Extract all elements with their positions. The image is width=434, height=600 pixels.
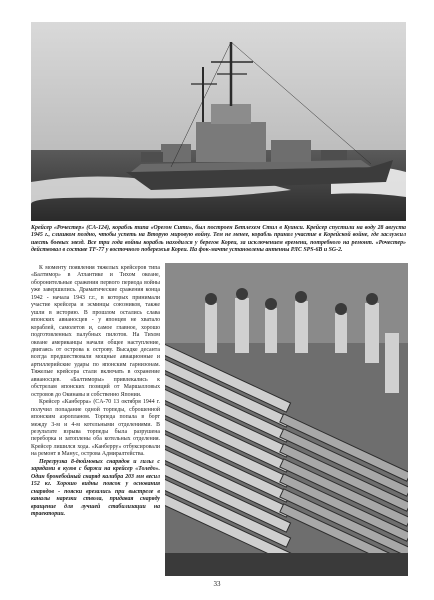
body-paragraph-1: К моменту появления тяжелых крейсеров типа «Балтимор» в Атлантике и Тихом океане, оборонительные сражения первого периода войны уже завершились. Драматические сражения конца 1942 - начала 1943 г.г., в которых принимали участие крейсера и эсминцы союзников, также ушли в историю. В прошлом остались слава японских авианосцев - у японцев не хватало кораблей, самолетов и, самое главное, хорошо подготовленных палубных пилотов. На Тихом океане американцы начали общее наступление, двигаясь от острова к острову. Высадке десанта всегда предшествовали мощные авиационные и артиллерийские удары по японским гарнизонам. Тяжелые крейсера стали включать в охранение авианосцев. «Балтиморы» привлекались к обстрелам японских позиций от Маршалловых островов до Окинавы и собственно Японии. <box>31 265 160 398</box>
body-paragraph-2: Крейсер «Канберра» (CA-70 13 октября 1944 г. получил попадание одной торпеды, сброшенной японским аэропланом. Торпеда попала в борт между 3-м и 4-м котельными отделениями. В результате взрыва торпеды была разрушена переборка и затоплены оба котельных отделения. Крейсер лишился хода. «Канберру» отбуксировали на ремонт в Манус, острова Адмиралтейства. <box>31 399 160 458</box>
bottom-photo-caption: Перегрузка 8-дюймовых снарядов и гильз с зарядами в кузов с баржи на крейсер «Толедо». Один бронебойный снаряд калибра 203 мм весил 152 кг. Хорошо видны поясок у основания снарядов - пояски врезались при выстреле в каналы нарезки ствола, придавая снаряду вращение для лучшей стабилизации на траектории. <box>31 458 160 517</box>
top-photo-caption: Крейсер «Рочестер» (CA-124), корабль типа «Орегон Сити», был построен Бетлехем Стил в Куинси. Крейсер спустили на воду 28 августа 1945 г., слишком поздно, чтобы успеть на Вторую мировую войну. Тем не менее, корабль принял участие в Корейской войне, где заслужил шесть боевых звезд. Все три года войны корабль находился у берегов Кореи, за исключением времени, потребного на ремонт. «Рочестер» действовал в составе TF-77 у восточного побережья Кореи. На фок-мачте установлены антенны РЛС SPS-6B и SG-2. <box>31 225 406 254</box>
page-number: 33 <box>213 580 221 588</box>
article-body <box>31 265 160 518</box>
shells-loading-photo <box>165 263 408 576</box>
cruiser-at-sea-photo <box>31 22 406 221</box>
